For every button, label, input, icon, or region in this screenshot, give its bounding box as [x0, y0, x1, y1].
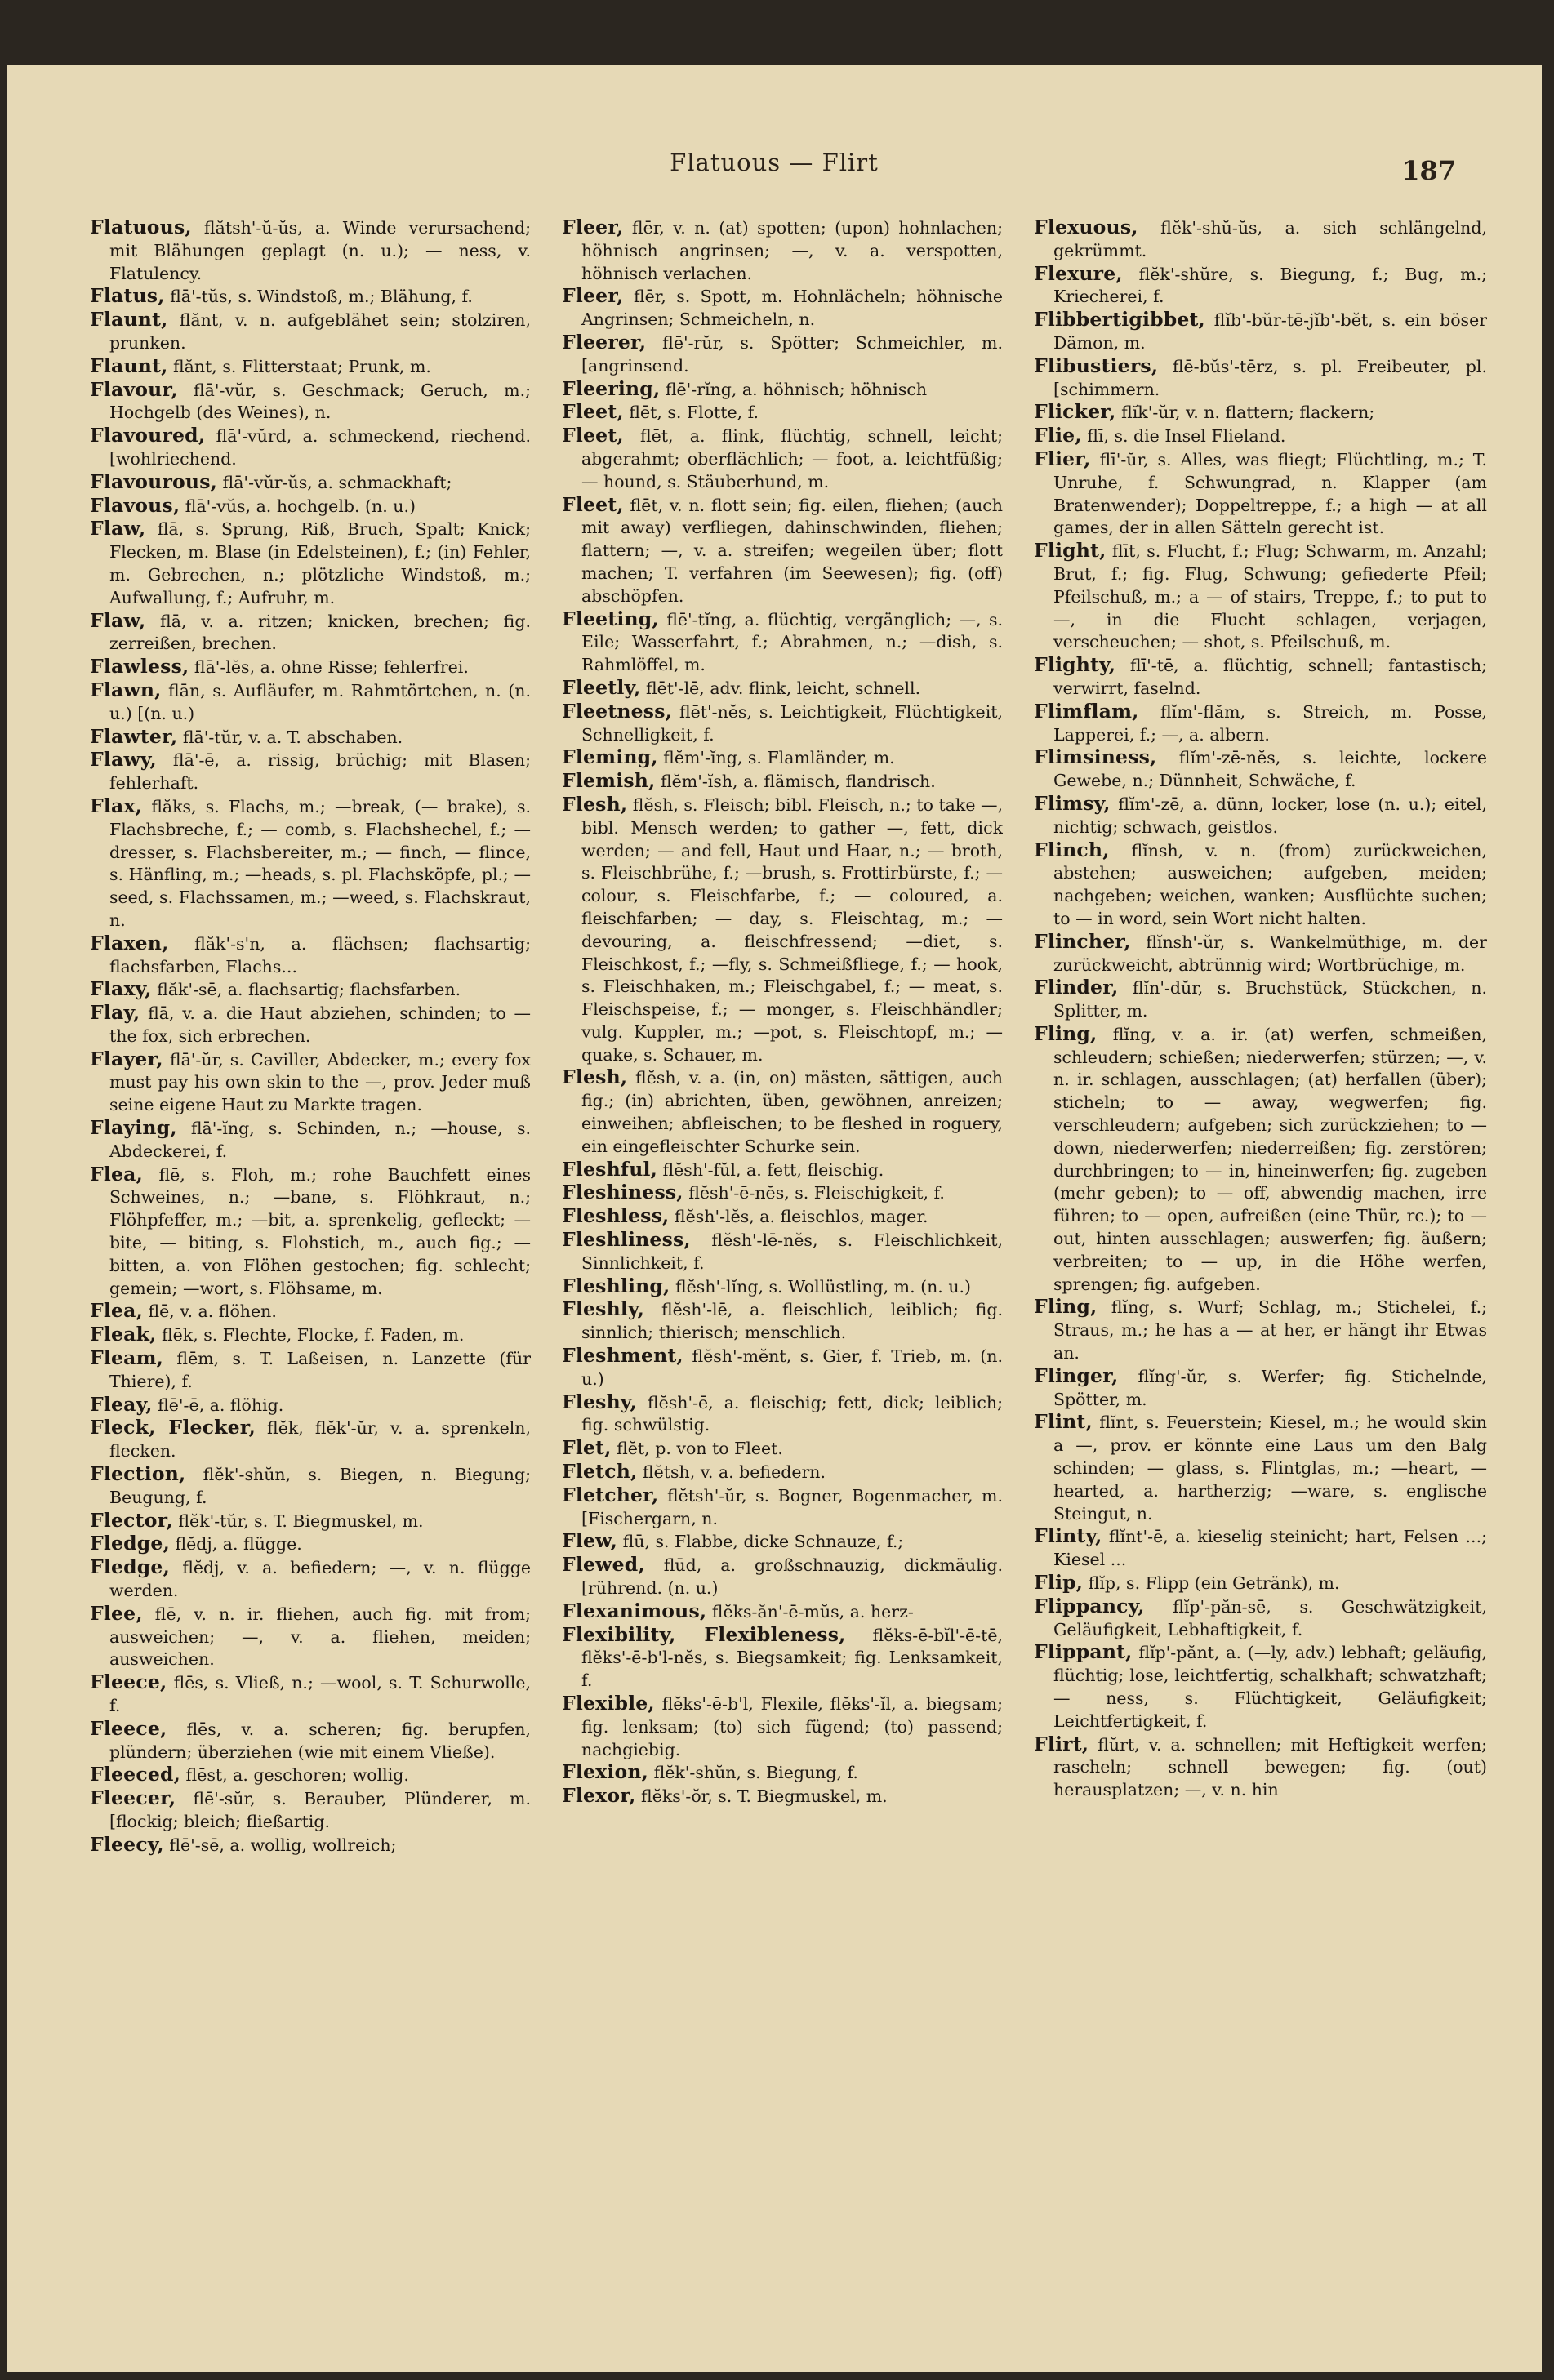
entry-headword: Fleer, — [562, 284, 624, 308]
dictionary-entry — [90, 471, 531, 495]
entry-headword: Fleetness, — [562, 699, 673, 723]
dictionary-entry — [90, 1556, 531, 1603]
dictionary-entry — [1034, 1411, 1487, 1525]
entry-definition: flēt'-lē, adv. flink, leicht, schnell. — [640, 678, 921, 698]
dictionary-entry — [562, 1275, 1003, 1299]
entry-headword: Flinch, — [1034, 838, 1110, 861]
entry-headword: Flesh, — [562, 1065, 628, 1089]
dictionary-entry — [1034, 1296, 1487, 1364]
dictionary-entry — [90, 355, 531, 379]
entry-definition: flĭp'-păn-sē, s. Geschwätzigkeit, Geläufigkeit, Lebhaftigkeit, f. — [1053, 1596, 1487, 1639]
entry-definition: flĕsh, s. Fleisch; bibl. Fleisch, n.; to take —, bibl. Mensch werden; to gather —, fett, dick werden; — and fell, Haut und Haar, n.; — broth, s. Fleischbrühe, f.; —brush, s. Frottirbürste, f.; —colour, s. Fleischfarbe, f.; — coloured, a. fleischfarben; — day, s. Fleischtag, m.; —devouring, a. fleischfressend; —diet, s. Fleischkost, f.; —fly, s. Schmeißfliege, f.; — hook, s. Fleischhaken, m.; Fleischgabel, f.; — meat, s. Fleischspeise, f.; — monger, s. Fleischhändler; vulg. Kuppler, m.; —pot, s. Fleischtopf, m.; — quake, s. Schauer, m. — [581, 794, 1003, 1065]
entry-definition: flĕdj, v. a. befiedern; —, v. n. flügge werden. — [109, 1558, 531, 1601]
entry-headword: Flinger, — [1034, 1363, 1119, 1387]
entry-headword: Fleece, — [90, 1670, 167, 1694]
entry-definition: flē'-rĭng, a. höhnisch; höhnisch — [660, 379, 928, 399]
dictionary-entry — [1034, 448, 1487, 540]
dictionary-entry — [562, 1391, 1003, 1438]
entry-definition: flĕsh'-lĭng, s. Wollüstling, m. (n. u.) — [670, 1276, 972, 1297]
entry-definition: flĭng, v. a. ir. (at) werfen, schmeißen, schleudern; schießen; niederwerfen; stürzen; —, v. n. ir. schlagen, ausschlagen; (at) herfallen (über); sticheln; to — away, wegwerfen; fig. verschleudern; aufgeben; sich zurückziehen; to — down, niederwerfen; niederreißen; fig. zerstören; durchbringen; to — in, hineinwerfen; fig. zugeben (mehr geben); to — off, abwendig machen, irre führen; to — open, aufreißen (eine Thür, rc.); to — out, hinten ausschlagen; auswerfen; fig. äußern; verbreiten; to — up, in die Höhe werfen, sprengen; fig. aufgeben. — [1053, 1024, 1487, 1294]
entry-headword: Flayer, — [90, 1047, 163, 1070]
entry-definition: flē'-sē, a. wollig, wollreich; — [163, 1835, 397, 1855]
entry-definition: flī'-tē, a. flüchtig, schnell; fantastisch; verwirrt, faselnd. — [1053, 656, 1487, 698]
entry-headword: Fleet, — [562, 492, 624, 516]
page-number: 187 — [1401, 155, 1456, 186]
dictionary-entry — [562, 677, 1003, 701]
dictionary-entry — [562, 425, 1003, 493]
dictionary-entry — [90, 518, 531, 609]
dictionary-entry — [90, 1510, 531, 1533]
entry-definition: flŭrt, v. a. schnellen; mit Heftigkeit werfen; rascheln; schnell bewegen; fig. (out) herausplatzen; —, v. n. hin — [1053, 1734, 1487, 1800]
entry-definition: flănt, v. n. aufgeblähet sein; stolziren, prunken. — [109, 310, 531, 353]
dictionary-entry — [90, 1300, 531, 1323]
entry-headword: Flawy, — [90, 748, 157, 772]
entry-definition: flĕsh, v. a. (in, on) mästen, sättigen, auch fig.; (in) abrichten, üben, gewöhnen, anreizen; einweihen; abfleischen; to be fleshed in roguery, ein eingefleischter Schurke sein. — [581, 1068, 1003, 1156]
entry-definition: flĭnsh, v. n. (from) zurückweichen, abstehen; ausweichen; aufgeben, meiden; nachgeben; weichen, wanken; Ausflüchte suchen; to — in word, sein Wort nicht halten. — [1053, 840, 1487, 928]
dictionary-entry — [562, 1624, 1003, 1693]
book-page — [7, 65, 1542, 2372]
dictionary-entry — [90, 1671, 531, 1718]
dictionary-entry — [90, 610, 531, 656]
entry-definition: flēs, v. a. scheren; fig. berupfen, plündern; überziehen (wie mit einem Vließe). — [109, 1719, 531, 1762]
dictionary-entry — [1034, 216, 1487, 263]
dictionary-entry — [90, 1834, 531, 1857]
entry-definition: flĕsh'-ē-nĕs, s. Fleischigkeit, f. — [683, 1183, 945, 1203]
entry-headword: Fletch, — [562, 1460, 638, 1484]
entry-headword: Fleshful, — [562, 1157, 657, 1181]
entry-headword: Flea, — [90, 1299, 143, 1323]
entry-headword: Flaw, — [90, 517, 146, 541]
entry-definition: flănt, s. Flitterstaat; Prunk, m. — [167, 356, 431, 376]
entry-headword: Flimsiness, — [1034, 745, 1157, 769]
entry-headword: Fleck, Flecker, — [90, 1416, 256, 1439]
entry-headword: Flaying, — [90, 1116, 177, 1140]
dictionary-entry — [90, 1603, 531, 1671]
entry-headword: Fleam, — [90, 1346, 164, 1370]
entry-headword: Fleshly, — [562, 1297, 644, 1321]
dictionary-entry — [1034, 1365, 1487, 1412]
dictionary-entry — [1034, 746, 1487, 793]
entry-headword: Flewed, — [562, 1553, 645, 1577]
entry-definition: flĕsh'-lĕs, a. fleischlos, mager. — [669, 1207, 928, 1227]
entry-headword: Flie, — [1034, 424, 1082, 447]
dictionary-entry — [562, 608, 1003, 677]
entry-headword: Fleerer, — [562, 330, 647, 354]
dictionary-entry — [90, 1533, 531, 1556]
dictionary-entry — [562, 1761, 1003, 1785]
entry-headword: Fleshling, — [562, 1274, 670, 1297]
entry-definition: flĕsh'-ē, a. fleischig; fett, dick; leiblich; fig. schwülstig. — [581, 1392, 1003, 1435]
entry-headword: Flavourous, — [90, 469, 218, 493]
entry-definition: flăks, s. Flachs, m.; —break, (— brake), s. Flachsbreche, f.; — comb, s. Flachshechel, f.; — dresser, s. Flachsbereiter, m.; — finch, — flince, s. Hänfling, m.; —heads, s. pl. Flachsköpfe, pl.; —seed, s. Flachssamen, m.; —weed, s. Flachskraut, n. — [109, 796, 531, 930]
entry-definition: flī, s. die Insel Flieland. — [1081, 426, 1286, 447]
dictionary-entry — [90, 726, 531, 750]
entry-definition: flēt, a. flink, flüchtig, schnell, leicht; abgerahmt; oberflächlich; — foot, a. leichtfüßig; — hound, s. Stäuberhund, m. — [581, 426, 1003, 492]
entry-headword: Flea, — [90, 1162, 143, 1186]
dictionary-entry — [1034, 401, 1487, 425]
entry-headword: Fling, — [1034, 1295, 1098, 1319]
entry-definition: flĕks-ăn'-ē-mŭs, a. herz- — [706, 1601, 914, 1622]
entry-definition: flăk'-s'n, a. flächsen; flachsartig; flachsfarben, Flachs... — [109, 933, 531, 976]
entry-headword: Flemish, — [562, 769, 656, 793]
entry-definition: flīt, s. Flucht, f.; Flug; Schwarm, m. Anzahl; Brut, f.; fig. Flug, Schwung; gefiederte Pfeil; Pfeilschuß, m.; a — of stairs, Treppe, f.; to put to —, in die Flucht schlagen, verjagen, verscheuchen; — shot, s. Pfeilschuß, m. — [1053, 541, 1487, 652]
entry-headword: Fling, — [1034, 1021, 1098, 1045]
entry-headword: Flimsy, — [1034, 791, 1111, 815]
entry-definition: flā'-tŭs, s. Windstoß, m.; Blähung, f. — [164, 287, 473, 307]
entry-definition: flēt'-nĕs, s. Leichtigkeit, Flüchtigkeit, Schnelligkeit, f. — [581, 701, 1003, 745]
entry-headword: Flibustiers, — [1034, 354, 1159, 377]
entry-definition: flēr, s. Spott, m. Hohnlächeln; höhnische Angrinsen; Schmeicheln, n. — [581, 287, 1003, 330]
entry-definition: flā'-vŭrd, a. schmeckend, riechend. [wohlriechend. — [109, 426, 531, 469]
dictionary-entry — [90, 1764, 531, 1787]
entry-definition: flēt, s. Flotte, f. — [623, 403, 759, 423]
entry-definition: flā'-tŭr, v. a. T. abschaben. — [177, 727, 403, 747]
entry-headword: Fleering, — [562, 376, 661, 400]
entry-headword: Flexion, — [562, 1760, 649, 1784]
entry-headword: Fleecer, — [90, 1786, 176, 1810]
entry-headword: Flavous, — [90, 493, 180, 517]
entry-headword: Flippant, — [1034, 1640, 1133, 1664]
entry-headword: Flier, — [1034, 447, 1091, 470]
entry-definition: flĕk'-shŭn, s. Biegung, f. — [648, 1763, 858, 1783]
entry-headword: Fleshless, — [562, 1204, 670, 1228]
dictionary-entry — [562, 701, 1003, 747]
dictionary-entry — [90, 1347, 531, 1394]
entry-definition: flē'-rŭr, s. Spötter; Schmeichler, m. [angrinsend. — [581, 332, 1003, 376]
entry-headword: Fleece, — [90, 1716, 167, 1740]
entry-headword: Flew, — [562, 1529, 618, 1553]
dictionary-entry — [1034, 1733, 1487, 1802]
entry-definition: flē, v. a. flöhen. — [142, 1301, 277, 1322]
dictionary-entry — [562, 1159, 1003, 1182]
dictionary-entry — [1034, 976, 1487, 1023]
entry-headword: Flatus, — [90, 284, 165, 308]
entry-definition: flĕk'-shŭre, s. Biegung, f.; Bug, m.; Kriecherei, f. — [1053, 264, 1487, 307]
entry-headword: Fleak, — [90, 1323, 157, 1346]
dictionary-entry — [90, 1323, 531, 1347]
entry-headword: Flatuous, — [90, 216, 192, 238]
dictionary-entry — [90, 1463, 531, 1510]
dictionary-entry — [90, 932, 531, 979]
dictionary-entry — [562, 1693, 1003, 1761]
entry-headword: Fleay, — [90, 1392, 153, 1416]
entry-headword: Fleshliness, — [562, 1228, 691, 1252]
entry-headword: Flexuous, — [1034, 216, 1138, 238]
entry-headword: Flincher, — [1034, 929, 1131, 953]
dictionary-entry — [90, 749, 531, 795]
dictionary-column-1 — [90, 216, 531, 2356]
dictionary-entry — [562, 285, 1003, 331]
entry-headword: Fleeced, — [90, 1763, 180, 1786]
entry-headword: Flibbertigibbet, — [1034, 308, 1205, 331]
entry-definition: flĕk'-shŭn, s. Biegen, n. Biegung; Beugung, f. — [109, 1465, 531, 1507]
entry-definition: flăk'-sē, a. flachsartig; flachsfarben. — [151, 980, 461, 1000]
dictionary-entry — [562, 1345, 1003, 1391]
entry-definition: flĭb'-bŭr-tē-jĭb'-bĕt, s. ein böser Dämon, m. — [1053, 310, 1487, 353]
entry-headword: Flesh, — [562, 792, 628, 816]
entry-definition: flĕdj, a. flügge. — [169, 1534, 302, 1555]
entry-definition: flēs, s. Vließ, n.; —wool, s. T. Schurwolle, f. — [109, 1673, 531, 1715]
entry-definition: flā'-ē, a. rissig, brüchig; mit Blasen; fehlerhaft. — [109, 750, 531, 794]
entry-definition: flē'-sŭr, s. Berauber, Plünderer, m. [flockig; bleich; fließartig. — [109, 1789, 531, 1831]
entry-headword: Flip, — [1034, 1571, 1084, 1595]
entry-definition: flē'-ē, a. flöhig. — [152, 1395, 284, 1415]
entry-headword: Flexanimous, — [562, 1599, 707, 1622]
entry-definition: flĕk'-shŭ-ŭs, a. sich schlängelnd, gekrümmt. — [1053, 218, 1487, 260]
dictionary-entry — [1034, 540, 1487, 654]
entry-headword: Flint, — [1034, 1410, 1093, 1434]
entry-headword: Fledge, — [90, 1532, 170, 1555]
entry-definition: flēm, s. T. Laßeisen, n. Lanzette (für Thiere), f. — [109, 1349, 531, 1391]
dictionary-entry — [562, 1229, 1003, 1275]
dictionary-entry — [90, 1417, 531, 1463]
dictionary-entry — [90, 1048, 531, 1117]
entry-headword: Flirt, — [1034, 1732, 1089, 1755]
entry-definition: flā'-vŭr-ŭs, a. schmackhaft; — [217, 472, 452, 492]
dictionary-entry — [562, 1298, 1003, 1345]
entry-definition: flān, s. Aufläufer, m. Rahmtörtchen, n. (n. u.) [(n. u.) — [109, 680, 531, 723]
dictionary-entry — [90, 978, 531, 1002]
entry-definition: flĭnt, s. Feuerstein; Kiesel, m.; he would skin a —, prov. er könnte eine Laus um den Balg schinden; — glass, s. Flintglas, m.; —heart, — hearted, a. hartherzig; —ware, s. englische Steingut, n. — [1053, 1412, 1487, 1524]
entry-definition: flĕm'-ĭsh, a. flämisch, flandrisch. — [655, 772, 936, 792]
entry-headword: Flighty, — [1034, 653, 1116, 677]
dictionary-entry — [562, 378, 1003, 402]
entry-headword: Fleshy, — [562, 1390, 637, 1413]
dictionary-entry — [562, 1181, 1003, 1205]
dictionary-entry — [1034, 1641, 1487, 1733]
entry-definition: flĭng'-ŭr, s. Werfer; fig. Stichelnde, Spötter, m. — [1053, 1366, 1487, 1409]
entry-headword: Flet, — [562, 1436, 612, 1460]
dictionary-entry — [1034, 425, 1487, 448]
entry-headword: Flicker, — [1034, 400, 1116, 424]
entry-definition: flĭp'-pănt, a. (—ly, adv.) lebhaft; geläufig, flüchtig; lose, leichtfertig, schalkhaft; schwatzhaft; — ness, s. Flüchtigkeit, Geläufigkeit; Leichtfertigkeit, f. — [1053, 1643, 1487, 1731]
entry-headword: Flavoured, — [90, 424, 206, 447]
entry-definition: flĭng, s. Wurf; Schlag, m.; Stichelei, f.; Straus, m.; he has a — at her, er hängt ihr Etwas an. — [1053, 1297, 1487, 1363]
entry-definition: flĕks'-ŏr, s. T. Biegmuskel, m. — [635, 1786, 888, 1807]
dictionary-entry — [562, 1205, 1003, 1229]
entry-headword: Flinty, — [1034, 1524, 1102, 1548]
entry-definition: flĕt, p. von to Fleet. — [611, 1439, 783, 1459]
dictionary-entry — [90, 379, 531, 425]
entry-headword: Flay, — [90, 1001, 140, 1025]
entry-definition: flā, v. a. ritzen; knicken, brechen; fig. zerreißen, brechen. — [109, 611, 531, 654]
entry-definition: flĕtsh'-ŭr, s. Bogner, Bogenmacher, m. [Fischergarn, n. — [581, 1485, 1003, 1528]
entry-headword: Flight, — [1034, 539, 1107, 563]
dictionary-entry — [562, 1530, 1003, 1554]
entry-headword: Fleshment, — [562, 1344, 683, 1368]
entry-definition: flēk, s. Flechte, Flocke, f. Faden, m. — [156, 1325, 465, 1346]
dictionary-entry — [562, 1437, 1003, 1461]
entry-headword: Flax, — [90, 794, 143, 817]
running-title: Flatuous — Flirt — [670, 149, 879, 176]
entry-headword: Flavour, — [90, 377, 178, 401]
dictionary-entry — [90, 1163, 531, 1301]
entry-headword: Flexure, — [1034, 261, 1123, 285]
entry-headword: Flimflam, — [1034, 699, 1139, 723]
dictionary-entry — [90, 656, 531, 679]
dictionary-entry — [562, 216, 1003, 285]
entry-definition: flē-bŭs'-tērz, s. pl. Freibeuter, pl. [schimmern. — [1053, 356, 1487, 399]
entry-definition: flĕsh'-lē, a. fleischlich, leiblich; fig. sinnlich; thierisch; menschlich. — [581, 1300, 1003, 1343]
dictionary-entry — [90, 309, 531, 355]
entry-headword: Flexible, — [562, 1692, 655, 1715]
entry-definition: flĕk, flĕk'-ŭr, v. a. sprenkeln, flecken. — [109, 1418, 531, 1461]
dictionary-entry — [1034, 931, 1487, 977]
entry-headword: Flippancy, — [1034, 1594, 1145, 1617]
dictionary-entry — [562, 331, 1003, 378]
entry-definition: flēst, a. geschoren; wollig. — [180, 1765, 409, 1786]
dictionary-column-2 — [562, 216, 1003, 2356]
dictionary-entry — [562, 1461, 1003, 1484]
entry-definition: flā'-vŭr, s. Geschmack; Geruch, m.; Hochgelb (des Weines), n. — [109, 380, 531, 423]
entry-definition: flā'-vŭs, a. hochgelb. (n. u.) — [180, 496, 416, 516]
dictionary-entry — [1034, 701, 1487, 747]
dictionary-entry — [90, 1394, 531, 1417]
dictionary-entry — [562, 1785, 1003, 1808]
entry-definition: flĭm'-zē, a. dünn, locker, lose (n. u.); eitel, nichtig; schwach, geistlos. — [1053, 794, 1487, 837]
dictionary-entry — [90, 1787, 531, 1834]
entry-definition: flĕks-ē-bĭl'-ē-tē, flĕks'-ē-b'l-nĕs, s. Biegsamkeit; fig. Lenksamkeit, f. — [581, 1625, 1003, 1691]
entry-headword: Fleecy, — [90, 1832, 164, 1856]
entry-headword: Fleet, — [562, 424, 624, 447]
dictionary-entry — [1034, 1525, 1487, 1572]
dictionary-entry — [1034, 839, 1487, 931]
entry-headword: Flaunt, — [90, 354, 168, 377]
entry-definition: flĕk'-tŭr, s. T. Biegmuskel, m. — [172, 1510, 424, 1531]
entry-headword: Flexibility, Flexibleness, — [562, 1622, 846, 1646]
dictionary-entry — [90, 285, 531, 309]
dictionary-entry — [90, 495, 531, 518]
entry-definition: flā'-ŭr, s. Caviller, Abdecker, m.; every fox must pay his own skin to the —, prov. Jeder muß seine eigene Haut zu Markte tragen. — [109, 1049, 531, 1115]
dictionary-entry — [562, 1066, 1003, 1158]
entry-definition: flĭp, s. Flipp (ein Getränk), m. — [1083, 1573, 1340, 1594]
entry-headword: Flawless, — [90, 655, 189, 678]
entry-definition: flĭm'-flăm, s. Streich, m. Posse, Lapperei, f.; —, a. albern. — [1053, 701, 1487, 745]
entry-definition: flē, v. n. ir. fliehen, auch fig. mit from; ausweichen; —, v. a. fliehen, meiden; ausweichen. — [109, 1604, 531, 1670]
entry-definition: flĭk'-ŭr, v. n. flattern; flackern; — [1115, 403, 1375, 423]
dictionary-entry — [562, 794, 1003, 1067]
entry-definition: flĭnt'-ē, a. kieselig steinicht; hart, Felsen ...; Kiesel ... — [1053, 1527, 1487, 1570]
entry-headword: Flexor, — [562, 1784, 636, 1808]
entry-headword: Flection, — [90, 1462, 186, 1486]
entry-headword: Fleer, — [562, 216, 624, 238]
entry-definition: flā'-lĕs, a. ohne Risse; fehlerfrei. — [189, 657, 469, 678]
entry-definition: flī'-ŭr, s. Alles, was fliegt; Flüchtling, m.; T. Unruhe, f. Schwungrad, n. Klapper (am Bratenwender); Doppeltreppe, f.; a high — at all games, der in allen Sätteln gerecht ist. — [1053, 449, 1487, 538]
entry-headword: Fleshiness, — [562, 1181, 683, 1204]
entry-headword: Fleet, — [562, 400, 624, 424]
dictionary-entry — [90, 679, 531, 726]
entry-definition: flĭn'-dŭr, s. Bruchstück, Stückchen, n. Splitter, m. — [1053, 978, 1487, 1021]
entry-definition: flĕsh'-fŭl, a. fett, fleischig. — [657, 1159, 884, 1180]
entry-headword: Flector, — [90, 1508, 173, 1532]
entry-definition: flū, s. Flabbe, dicke Schnauze, f.; — [617, 1532, 904, 1552]
entry-headword: Flaunt, — [90, 308, 168, 331]
entry-definition: flătsh'-ŭ-ŭs, a. Winde verursachend; mit Blähungen geplagt (n. u.); — ness, v. Flatulency. — [109, 218, 531, 283]
dictionary-entry — [1034, 263, 1487, 309]
entry-definition: flĕm'-ĭng, s. Flamländer, m. — [657, 748, 895, 768]
dictionary-entry — [562, 401, 1003, 425]
entry-headword: Fleetly, — [562, 675, 641, 699]
entry-headword: Fleeting, — [562, 607, 659, 630]
dictionary-entry — [1034, 1023, 1487, 1297]
dictionary-entry — [1034, 309, 1487, 355]
entry-definition: flĕtsh, v. a. befiedern. — [637, 1462, 826, 1483]
entry-definition: flē, s. Floh, m.; rohe Bauchfett eines Schweines, n.; —bane, s. Flöhkraut, n.; Flöhpfeffer, m.; —bit, a. sprenkelig, gefleckt; — bite, — biting, s. Flohstich, m., auch fig.; —bitten, a. von Flöhen gestochen; fig. schlecht; gemein; —wort, s. Flöhsame, m. — [109, 1164, 531, 1298]
dictionary-entry — [90, 1117, 531, 1163]
dictionary-entry — [90, 795, 531, 932]
entry-definition: flĭnsh'-ŭr, s. Wankelmüthige, m. der zurückweicht, abtrünnig wird; Wortbrüchige, m. — [1053, 932, 1487, 975]
entry-headword: Flawter, — [90, 724, 178, 748]
dictionary-entry — [90, 425, 531, 471]
dictionary-entry — [1034, 355, 1487, 402]
dictionary-entry — [562, 1484, 1003, 1531]
entry-definition: flūd, a. großschnauzig, dickmäulig. [rührend. (n. u.) — [581, 1555, 1003, 1599]
entry-definition: flĕks'-ē-b'l, Flexile, flĕks'-ĭl, a. biegsam; fig. lenksam; (to) sich fügend; (to) passend; nachgiebig. — [581, 1694, 1003, 1759]
dictionary-entry — [1034, 1595, 1487, 1642]
entry-headword: Flaxy, — [90, 977, 152, 1001]
dictionary-entry — [90, 1718, 531, 1764]
dictionary-column-3 — [1034, 216, 1487, 2356]
dictionary-entry — [562, 746, 1003, 770]
entry-headword: Fledge, — [90, 1555, 170, 1579]
entry-headword: Fleming, — [562, 745, 658, 769]
entry-headword: Flaxen, — [90, 931, 169, 954]
dictionary-entry — [562, 770, 1003, 794]
entry-definition: flā, s. Sprung, Riß, Bruch, Spalt; Knick; Flecken, m. Blase (in Edelsteinen), f.; (in) Fehler, m. Gebrechen, n.; plötzliche Windstoß, m.; Aufwallung, f.; Aufruhr, m. — [109, 519, 531, 607]
entry-definition: flĕsh'-mĕnt, s. Gier, f. Trieb, m. (n. u.) — [581, 1346, 1003, 1389]
dictionary-entry — [1034, 654, 1487, 701]
entry-definition: flā'-ĭng, s. Schinden, n.; —house, s. Abdeckerei, f. — [109, 1119, 531, 1161]
dictionary-entry — [1034, 1572, 1487, 1595]
entry-headword: Flinder, — [1034, 976, 1119, 999]
dictionary-entry — [562, 1554, 1003, 1600]
entry-definition: flā, v. a. die Haut abziehen, schinden; to — the fox, sich erbrechen. — [109, 1003, 531, 1046]
entry-definition: flĕsh'-lē-nĕs, s. Fleischlichkeit, Sinnlichkeit, f. — [581, 1230, 1003, 1273]
entry-headword: Flawn, — [90, 678, 162, 701]
entry-headword: Flaw, — [90, 608, 146, 632]
dictionary-entry — [1034, 793, 1487, 839]
entry-headword: Flee, — [90, 1601, 143, 1625]
entry-definition: flē'-tĭng, a. flüchtig, vergänglich; —, s. Eile; Wasserfahrt, f.; Abrahmen, n.; —dish, s. Rahmlöffel, m. — [581, 609, 1003, 675]
entry-definition: flĭm'-zē-nĕs, s. leichte, lockere Gewebe, n.; Dünnheit, Schwäche, f. — [1053, 748, 1487, 791]
dictionary-entry — [90, 1002, 531, 1048]
entry-headword: Fletcher, — [562, 1483, 659, 1506]
dictionary-entry — [90, 216, 531, 285]
dictionary-entry — [562, 494, 1003, 608]
entry-definition: flēr, v. n. (at) spotten; (upon) hohnlachen; höhnisch angrinsen; —, v. a. verspotten, höhnisch verlachen. — [581, 218, 1003, 283]
entry-definition: flēt, v. n. flott sein; fig. eilen, fliehen; (auch mit away) verfliegen, dahinschwinden, fliehen; flattern; —, v. a. streifen; wegeilen über; flott machen; T. verfahren (im Seewesen); fig. (off) abschöpfen. — [581, 495, 1003, 606]
dictionary-entry — [562, 1600, 1003, 1624]
page-header — [7, 65, 1542, 212]
